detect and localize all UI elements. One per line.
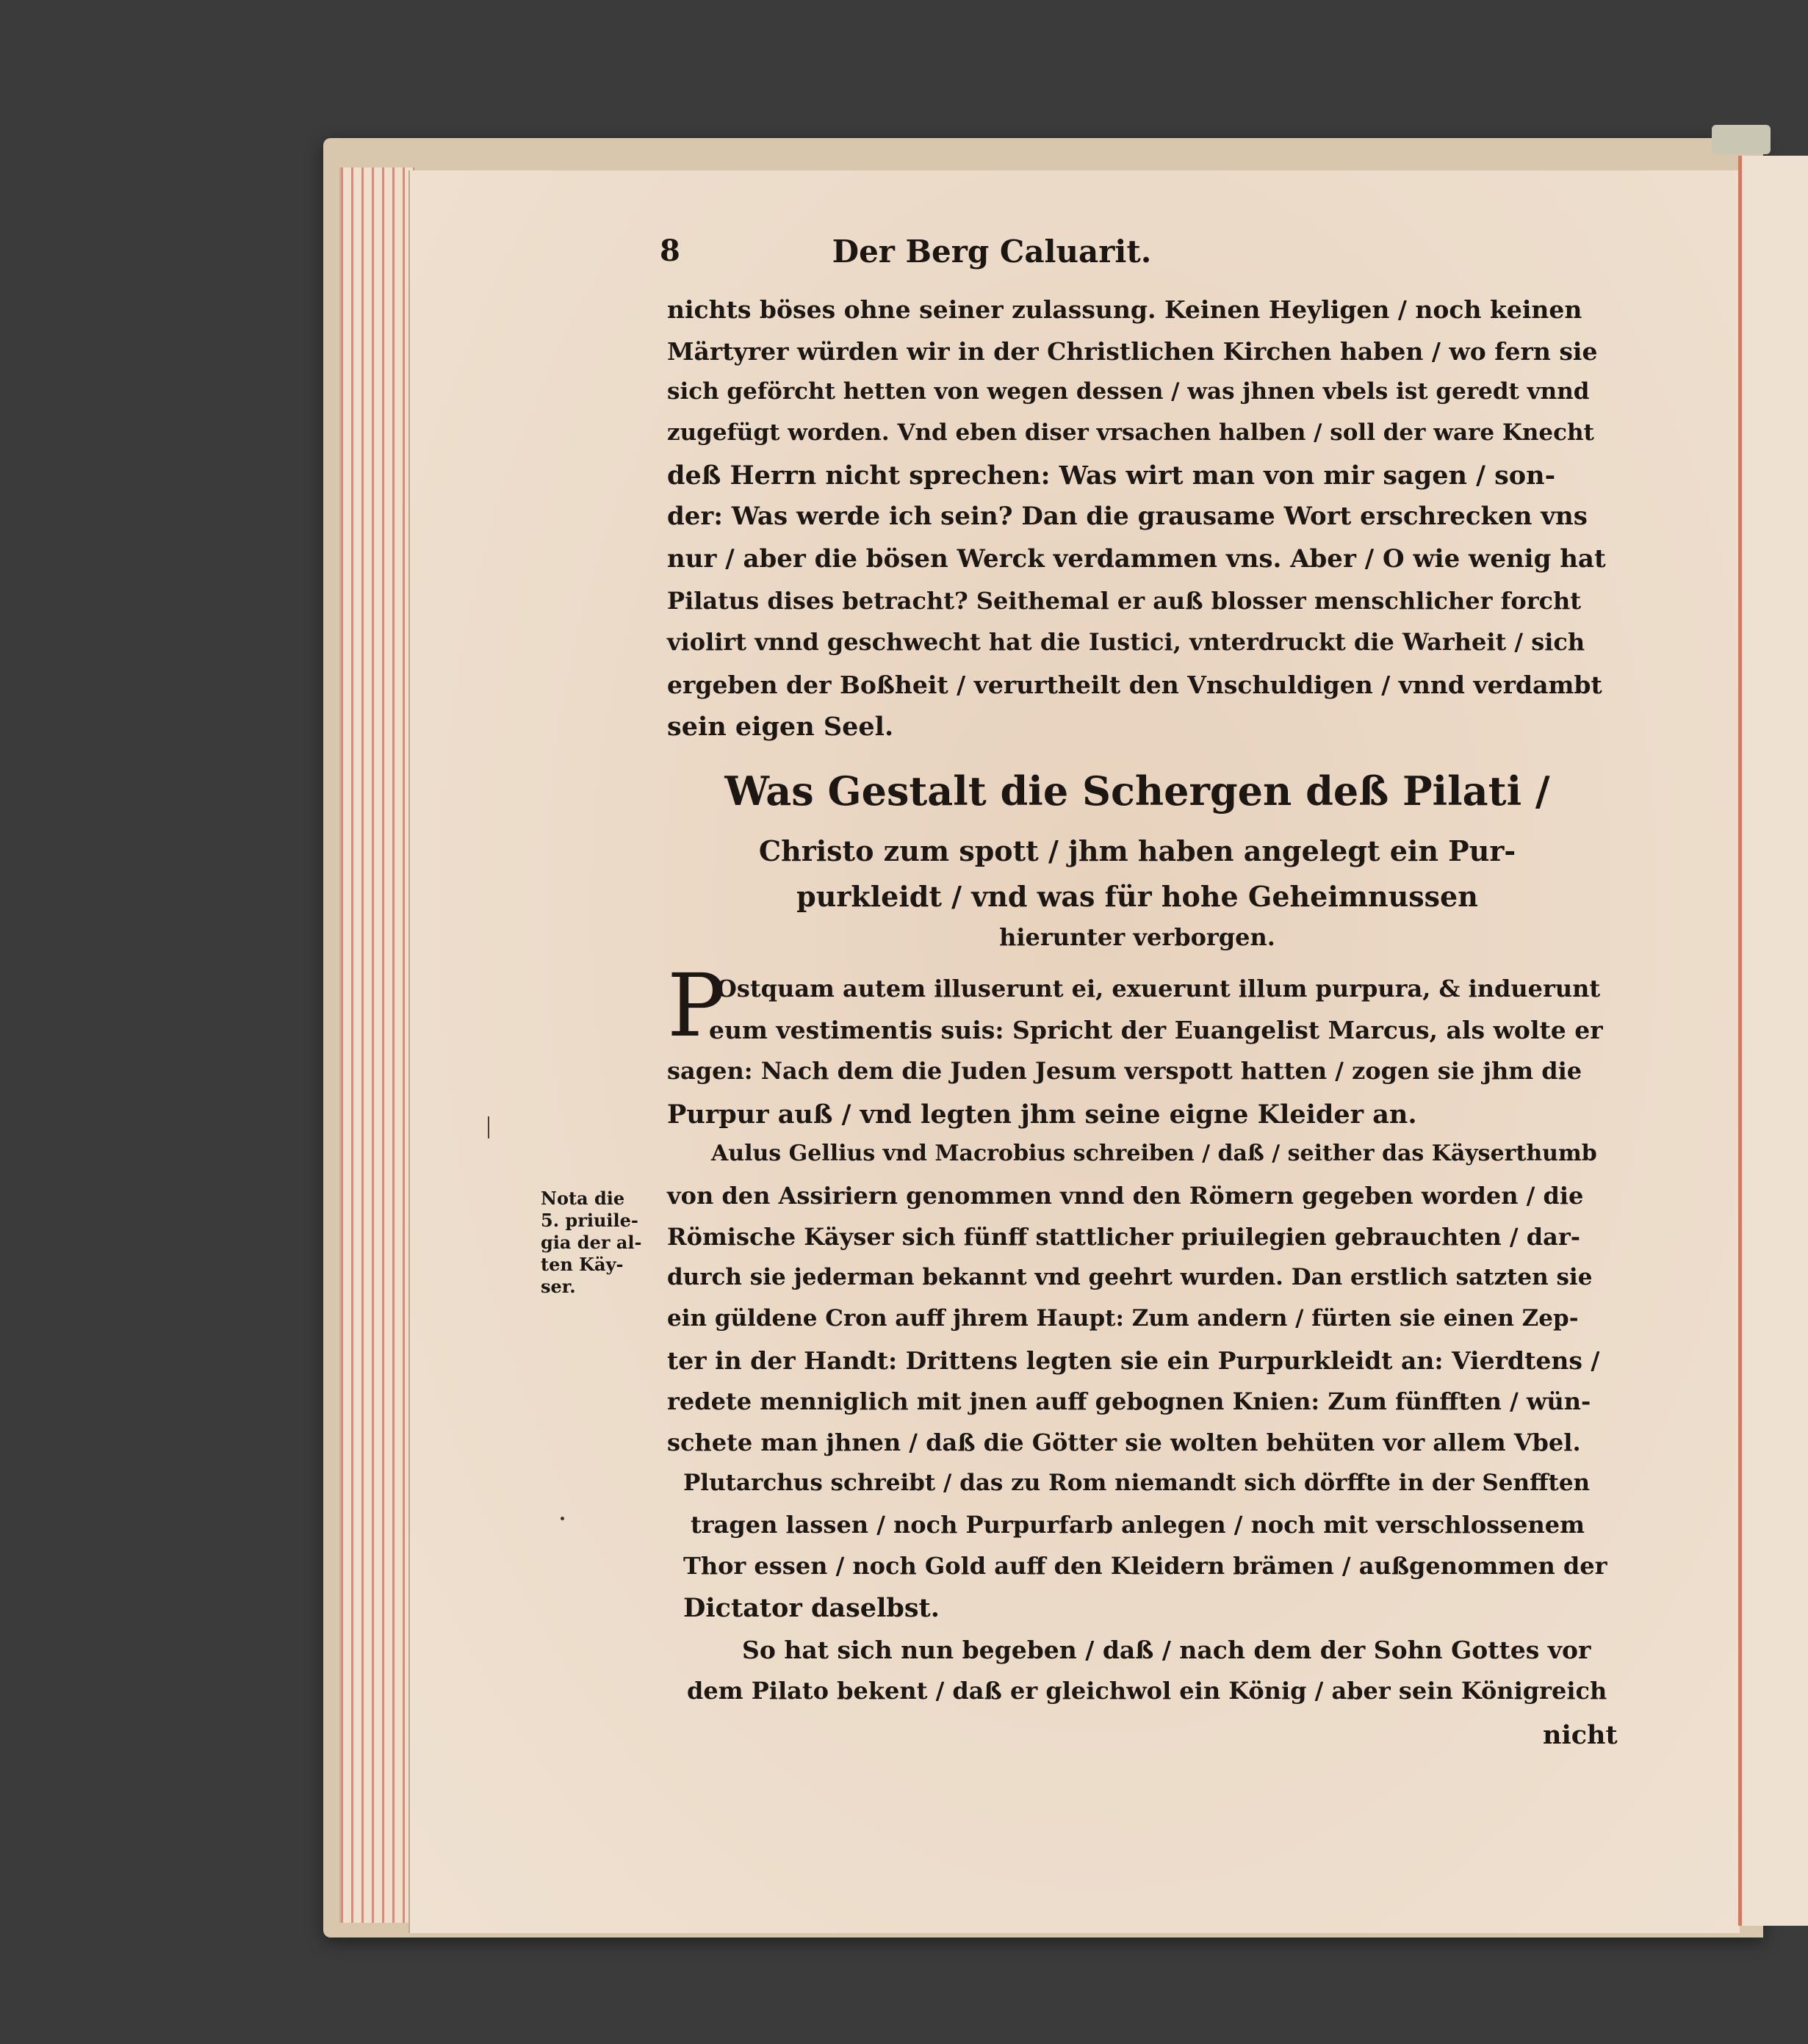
- text-line: So hat sich nun begeben / daß / nach dem der Sohn Gottes vor: [742, 1636, 1591, 1664]
- text-line: Dictator daselbst.: [683, 1593, 940, 1623]
- text-line: Plutarchus schreibt / das zu Rom niemandt sich dörffte in der Senfften: [683, 1470, 1591, 1496]
- text-line: dem Pilato bekent / daß er gleichwol ein König / aber sein Königreich: [687, 1677, 1607, 1705]
- text-line: der: Was werde ich sein? Dan die grausame Wort erschrecken vns: [667, 502, 1588, 531]
- text-line: nichts böses ohne seiner zulassung. Keinen Heyligen / noch keinen: [667, 295, 1582, 324]
- text-line: Purpur auß / vnd legten jhm seine eigne Kleider an.: [667, 1099, 1417, 1130]
- page-edges: [339, 167, 414, 1923]
- chapter-heading-line: Christo zum spott / jhm haben angelegt ein Pur-: [758, 834, 1516, 867]
- text-line: Römische Käyser sich fünff stattlicher priuilegien gebrauchten / dar-: [667, 1223, 1580, 1251]
- drop-cap: P: [667, 955, 726, 1056]
- text-line: violirt vnnd geschwecht hat die Iustici, vnterdruckt die Warheit / sich: [667, 628, 1585, 656]
- text-line: deß Herrn nicht sprechen: Was wirt man von mir sagen / son-: [667, 461, 1556, 491]
- text-line: ergeben der Boßheit / verurtheilt den Vnschuldigen / vnnd verdambt: [667, 671, 1602, 699]
- margin-note-line: ser.: [541, 1276, 576, 1297]
- text-line: Märtyrer würden wir in der Christlichen Kirchen haben / wo fern sie: [667, 337, 1598, 366]
- chapter-heading-line: purkleidt / vnd was für hohe Geheimnussen: [796, 880, 1478, 913]
- facing-page-edge: [1738, 156, 1808, 1926]
- text-line: eum vestimentis suis: Spricht der Euangelist Marcus, als wolte er: [709, 1016, 1603, 1044]
- text-line: schete man jhnen / daß die Götter sie wolten behüten vor allem Vbel.: [667, 1429, 1581, 1456]
- stray-mark: [488, 1116, 489, 1138]
- text-line: Ostquam autem illuserunt ei, exuerunt illum purpura, & induerunt: [716, 975, 1601, 1003]
- text-line: sagen: Nach dem die Juden Jesum verspott hatten / zogen sie jhm die: [667, 1057, 1582, 1085]
- text-line: Aulus Gellius vnd Macrobius schreiben / daß / seither das Käyserthumb: [711, 1141, 1597, 1166]
- text-line: Pilatus dises betracht? Seithemal er auß blosser menschlicher forcht: [667, 587, 1582, 615]
- text-line: redete menniglich mit jnen auff gebognen Knien: Zum fünfften / wün-: [667, 1387, 1591, 1415]
- chapter-heading-line: Was Gestalt die Schergen deß Pilati /: [724, 768, 1550, 815]
- text-line: Thor essen / noch Gold auff den Kleidern brämen / außgenommen der: [683, 1552, 1607, 1580]
- text-line: tragen lassen / noch Purpurfarb anlegen / noch mit verschlossenem: [691, 1511, 1585, 1539]
- catchword: nicht: [1543, 1720, 1618, 1750]
- stray-mark: [561, 1517, 564, 1520]
- text-line: ter in der Handt: Drittens legten sie ein Purpurkleidt an: Vierdtens /: [667, 1346, 1600, 1375]
- text-line: nur / aber die bösen Werck verdammen vns. Aber / O wie wenig hat: [667, 544, 1606, 574]
- chapter-heading-line: hierunter verborgen.: [999, 923, 1275, 951]
- running-title: Der Berg Caluarit.: [832, 234, 1152, 270]
- text-line: durch sie jederman bekannt vnd geehrt wurden. Dan erstlich satzten sie: [667, 1264, 1593, 1290]
- text-line: zugefügt worden. Vnd eben diser vrsachen halben / soll der ware Knecht: [667, 419, 1594, 446]
- page-number: 8: [660, 234, 680, 268]
- text-line: sich geförcht hetten von wegen dessen / was jhnen vbels ist geredt vnnd: [667, 378, 1590, 405]
- margin-note-line: 5. priuile-: [541, 1210, 638, 1231]
- text-line: ein güldene Cron auff jhrem Haupt: Zum andern / fürten sie einen Zep-: [667, 1305, 1579, 1332]
- text-line: sein eigen Seel.: [667, 712, 894, 742]
- text-line: von den Assiriern genommen vnnd den Römern gegeben worden / die: [667, 1182, 1584, 1210]
- cover-edge: [1712, 125, 1771, 154]
- margin-note-line: gia der al-: [541, 1232, 642, 1253]
- margin-note-line: Nota die: [541, 1188, 625, 1209]
- margin-note-line: ten Käy-: [541, 1254, 624, 1275]
